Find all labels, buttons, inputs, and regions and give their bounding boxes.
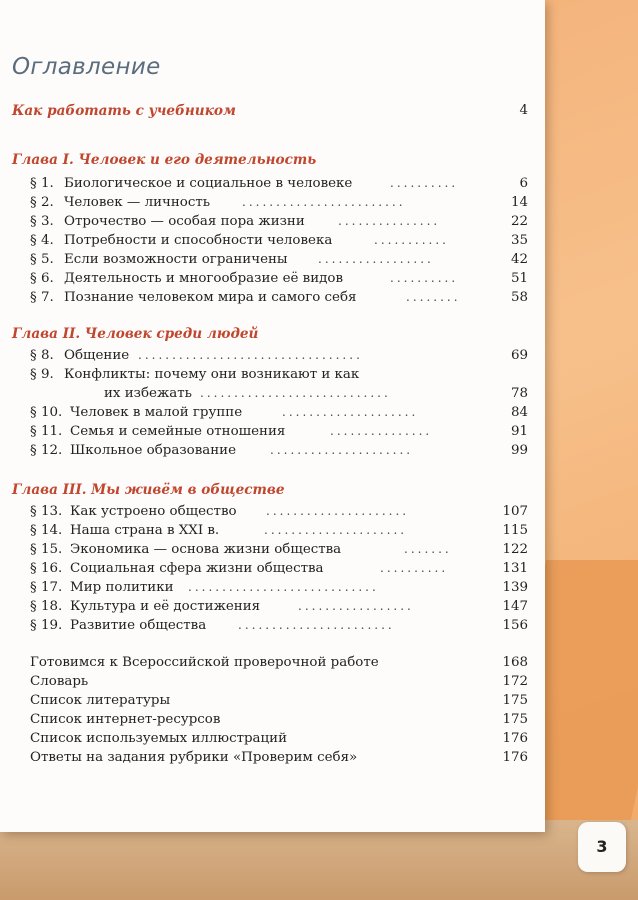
leader-dots: ................................. bbox=[138, 348, 363, 362]
appendix-title: Список используемых иллюстраций bbox=[30, 731, 287, 746]
section-title: Наша страна в XXI в. bbox=[70, 523, 220, 538]
section-number: § 11. bbox=[30, 424, 63, 439]
section-title-continued: их избежать bbox=[104, 386, 192, 401]
section-page: 51 bbox=[510, 271, 528, 286]
page-number: 3 bbox=[578, 822, 626, 872]
toc-appendix-row[interactable] bbox=[0, 750, 545, 768]
toc-row[interactable] bbox=[0, 348, 545, 366]
section-page: 42 bbox=[510, 252, 528, 267]
leader-dots: ............... bbox=[330, 424, 433, 438]
appendix-page: 175 bbox=[502, 693, 528, 708]
section-page: 115 bbox=[502, 523, 528, 538]
section-number: § 18. bbox=[30, 599, 63, 614]
intro-page: 4 bbox=[519, 103, 528, 118]
section-number: § 5. bbox=[30, 252, 54, 267]
section-page: 107 bbox=[502, 504, 528, 519]
section-title: Как устроено общество bbox=[70, 504, 237, 519]
section-title: Социальная сфера жизни общества bbox=[70, 561, 324, 576]
section-title: Человек — личность bbox=[64, 195, 211, 210]
section-page: 99 bbox=[510, 443, 528, 458]
appendix-page: 176 bbox=[502, 750, 528, 765]
toc-row-continued[interactable] bbox=[0, 386, 545, 404]
section-number: § 8. bbox=[30, 348, 54, 363]
section-title: Если возможности ограничены bbox=[64, 252, 288, 267]
toc-row[interactable] bbox=[0, 424, 545, 442]
leader-dots: ..................... bbox=[270, 443, 414, 457]
appendix-title: Словарь bbox=[30, 674, 89, 689]
section-number: § 1. bbox=[30, 176, 54, 191]
section-page: 91 bbox=[510, 424, 528, 439]
section-page: 58 bbox=[510, 290, 528, 305]
section-page: 122 bbox=[502, 542, 528, 557]
chapter-2-title[interactable]: Глава II. Человек среди людей bbox=[12, 326, 259, 342]
toc-appendix-row[interactable] bbox=[0, 693, 545, 711]
section-number: § 13. bbox=[30, 504, 63, 519]
appendix-title: Список интернет-ресурсов bbox=[30, 712, 221, 727]
toc-row[interactable] bbox=[0, 523, 545, 541]
intro-link[interactable]: Как работать с учебником bbox=[12, 103, 236, 119]
leader-dots: ........... bbox=[374, 233, 449, 247]
section-number: § 4. bbox=[30, 233, 54, 248]
leader-dots: ................. bbox=[318, 252, 434, 266]
chapter-1-title[interactable]: Глава I. Человек и его деятельность bbox=[12, 152, 317, 168]
toc-row[interactable] bbox=[0, 405, 545, 423]
section-page: 14 bbox=[510, 195, 528, 210]
section-page: 147 bbox=[502, 599, 528, 614]
section-page: 156 bbox=[502, 618, 528, 633]
leader-dots: ................. bbox=[298, 599, 414, 613]
leader-dots: .................... bbox=[282, 405, 419, 419]
toc-row[interactable] bbox=[0, 443, 545, 461]
chapter-3-title[interactable]: Глава III. Мы живём в обществе bbox=[12, 482, 285, 498]
leader-dots: ..................... bbox=[264, 523, 408, 537]
leader-dots: ............................ bbox=[200, 386, 391, 400]
section-number: § 7. bbox=[30, 290, 54, 305]
toc-row[interactable] bbox=[0, 176, 545, 194]
section-number: § 10. bbox=[30, 405, 63, 420]
section-title: Экономика — основа жизни общества bbox=[70, 542, 342, 557]
section-title: Развитие общества bbox=[70, 618, 207, 633]
toc-row[interactable] bbox=[0, 504, 545, 522]
appendix-title: Готовимся к Всероссийской проверочной работе bbox=[30, 655, 379, 670]
toc-row[interactable] bbox=[0, 290, 545, 308]
toc-appendix-row[interactable] bbox=[0, 712, 545, 730]
appendix-title: Ответы на задания рубрики «Проверим себя» bbox=[30, 750, 358, 765]
toc-appendix-row[interactable] bbox=[0, 731, 545, 749]
section-number: § 6. bbox=[30, 271, 54, 286]
section-number: § 2. bbox=[30, 195, 54, 210]
toc-row[interactable] bbox=[0, 214, 545, 232]
section-title: Человек в малой группе bbox=[70, 405, 243, 420]
leader-dots: ............................ bbox=[188, 580, 379, 594]
leader-dots: ........ bbox=[406, 290, 461, 304]
intro-row bbox=[0, 103, 545, 121]
appendix-page: 175 bbox=[502, 712, 528, 727]
section-number: § 16. bbox=[30, 561, 63, 576]
leader-dots: .......... bbox=[380, 561, 449, 575]
section-number: § 14. bbox=[30, 523, 63, 538]
toc-row[interactable] bbox=[0, 233, 545, 251]
leader-dots: .......... bbox=[390, 176, 459, 190]
toc-row[interactable] bbox=[0, 367, 545, 385]
toc-row[interactable] bbox=[0, 599, 545, 617]
toc-row[interactable] bbox=[0, 618, 545, 636]
leader-dots: .......... bbox=[390, 271, 459, 285]
toc-row[interactable] bbox=[0, 561, 545, 579]
leader-dots: ............... bbox=[338, 214, 441, 228]
page-title: Оглавление bbox=[12, 54, 161, 80]
section-title: Мир политики bbox=[70, 580, 174, 595]
section-title: Общение bbox=[64, 348, 130, 363]
section-title: Биологическое и социальное в человеке bbox=[64, 176, 353, 191]
background-bottom-band bbox=[0, 820, 638, 900]
section-page: 84 bbox=[510, 405, 528, 420]
leader-dots: ........................ bbox=[242, 195, 406, 209]
section-page: 69 bbox=[510, 348, 528, 363]
section-title: Семья и семейные отношения bbox=[70, 424, 286, 439]
leader-dots: ....... bbox=[404, 542, 452, 556]
section-title: Деятельность и многообразие её видов bbox=[64, 271, 343, 286]
leader-dots: ....................... bbox=[238, 618, 395, 632]
section-title: Потребности и способности человека bbox=[64, 233, 333, 248]
section-title: Культура и её достижения bbox=[70, 599, 261, 614]
appendix-page: 172 bbox=[502, 674, 528, 689]
section-title: Конфликты: почему они возникают и как bbox=[64, 367, 360, 382]
toc-row[interactable] bbox=[0, 580, 545, 598]
section-number: § 3. bbox=[30, 214, 54, 229]
section-title: Школьное образование bbox=[70, 443, 237, 458]
toc-row[interactable] bbox=[0, 252, 545, 270]
section-page: 78 bbox=[510, 386, 528, 401]
toc-row[interactable] bbox=[0, 271, 545, 289]
appendix-title: Список литературы bbox=[30, 693, 171, 708]
section-page: 6 bbox=[519, 176, 528, 191]
section-number: § 12. bbox=[30, 443, 63, 458]
section-page: 131 bbox=[502, 561, 528, 576]
appendix-page: 168 bbox=[502, 655, 528, 670]
toc-appendix-row[interactable] bbox=[0, 674, 545, 692]
section-page: 35 bbox=[510, 233, 528, 248]
section-title: Отрочество — особая пора жизни bbox=[64, 214, 305, 229]
appendix-page: 176 bbox=[502, 731, 528, 746]
section-number: § 15. bbox=[30, 542, 63, 557]
section-number: § 17. bbox=[30, 580, 63, 595]
section-page: 22 bbox=[510, 214, 528, 229]
toc-row[interactable] bbox=[0, 195, 545, 213]
section-number: § 9. bbox=[30, 367, 54, 382]
section-page: 139 bbox=[502, 580, 528, 595]
toc-appendix-row[interactable] bbox=[0, 655, 545, 673]
section-number: § 19. bbox=[30, 618, 63, 633]
leader-dots: ..................... bbox=[266, 504, 410, 518]
toc-row[interactable] bbox=[0, 542, 545, 560]
section-title: Познание человеком мира и самого себя bbox=[64, 290, 357, 305]
